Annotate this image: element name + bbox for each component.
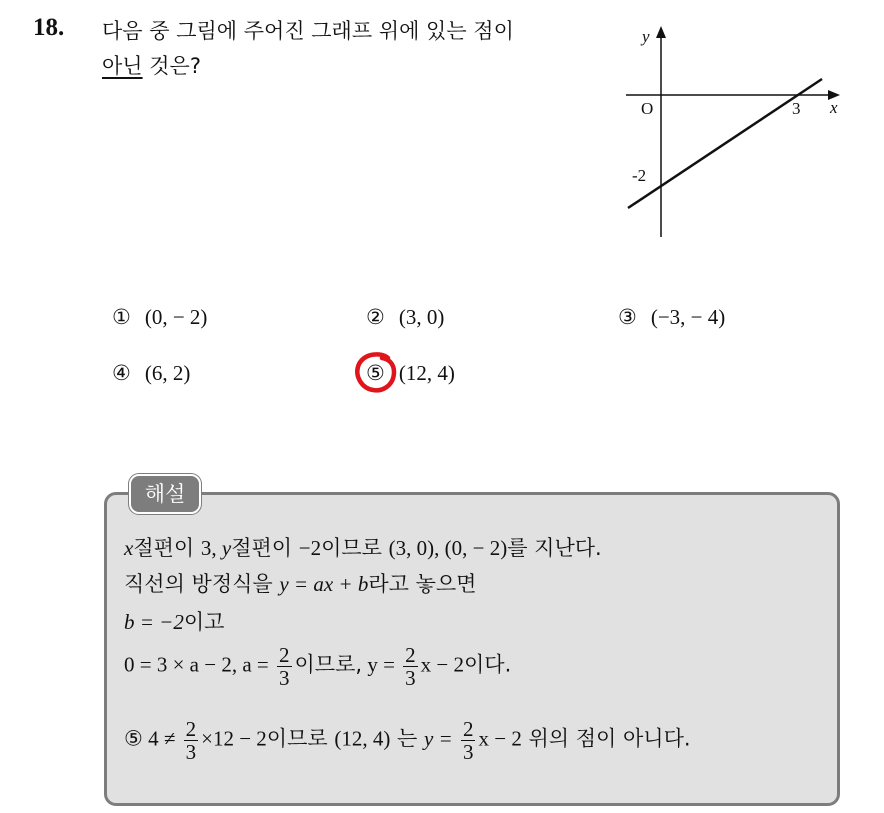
- fraction: $\frac{2}{3}$: [185, 717, 197, 764]
- y-axis-label: y: [642, 27, 650, 46]
- underlined-word: 아닌: [102, 54, 143, 78]
- y-axis-arrow: [656, 26, 666, 38]
- choice-2[interactable]: ② (3, 0): [366, 305, 445, 329]
- choice-4[interactable]: ④ (6, 2): [112, 361, 191, 385]
- answer-circle-mark: [353, 350, 401, 396]
- question-text: [102, 14, 514, 84]
- y-intercept-label: -2: [632, 166, 647, 185]
- solution-line-5: ⑤ 4 ≠ $\frac{2}{3}$ ×12 − 2이므로 (12, 4) 는 y = $\frac{2}{3}$ x − 2 위의 점이 아니다.: [124, 717, 691, 764]
- solution-line-3: b = −2이고: [124, 610, 225, 634]
- fraction: $\frac{2}{3}$: [279, 643, 290, 690]
- solution-tag: 해설: [129, 474, 201, 514]
- question-line-1: 다음 중 그림에 주어진 그래프 위에 있는 점이: [102, 19, 514, 43]
- choice-3[interactable]: ③ (−3, − 4): [618, 305, 726, 329]
- line-graph: [600, 20, 850, 245]
- x-axis-label: x: [830, 98, 838, 117]
- fraction: $\frac{2}{3}$: [405, 643, 416, 690]
- question-number: 18.: [33, 14, 65, 41]
- choice-5[interactable]: ⑤ (12, 4): [366, 361, 455, 385]
- question-line-2: 아닌 것은?: [102, 54, 201, 78]
- solution-line-4: 0 = 3 × a − 2, a = $\frac{2}{3}$ 이므로, y = $\frac{2}{3}$ x − 2이다.: [124, 643, 512, 690]
- solution-line-2: 직선의 방정식을 y = ax + b라고 놓으면: [124, 572, 477, 596]
- x-intercept-label: 3: [792, 99, 801, 118]
- choice-1[interactable]: ① (0, − 2): [112, 305, 208, 329]
- origin-label: O: [641, 99, 654, 118]
- solution-line-1: x절편이 3, y절편이 −2이므로 (3, 0), (0, − 2)를 지난다.: [124, 536, 602, 560]
- fraction: $\frac{2}{3}$: [462, 717, 474, 764]
